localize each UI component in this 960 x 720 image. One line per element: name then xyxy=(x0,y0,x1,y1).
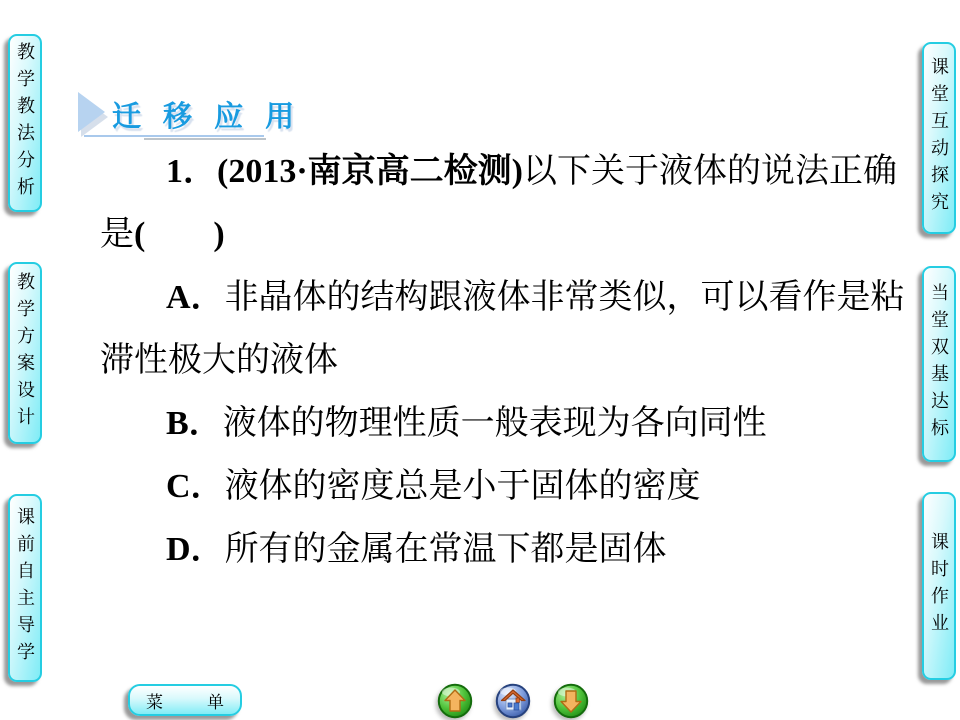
sidebar-tab-lesson-homework[interactable] xyxy=(922,492,956,680)
section-badge xyxy=(78,92,302,140)
arrow-down-icon xyxy=(553,683,589,719)
question-stem-line2 xyxy=(100,203,912,266)
sidebar-tab-label: 当堂双基达标 xyxy=(929,283,949,445)
sidebar-tab-preclass-self-study[interactable] xyxy=(8,494,42,682)
option-d-label: D． xyxy=(166,531,225,568)
section-badge-title: 迁 移 应 用 xyxy=(112,101,302,133)
sidebar-tab-teaching-method-analysis[interactable] xyxy=(8,34,42,212)
sidebar-tab-label: 教学教法分析 xyxy=(15,42,35,204)
sidebar-tab-inclass-dual-basics[interactable] xyxy=(922,266,956,462)
option-a-text: 非晶体的结构跟液体非常类似，可以看作是粘 xyxy=(224,279,905,316)
menu-button-label-right: 单 xyxy=(207,692,224,712)
option-d-text: 所有的金属在常温下都是固体 xyxy=(224,531,667,568)
home-button[interactable] xyxy=(495,683,531,719)
answer-blank-parentheses: ( ) xyxy=(134,216,225,253)
menu-button[interactable] xyxy=(128,684,242,716)
option-c-text: 液体的密度总是小于固体的密度 xyxy=(224,468,701,505)
option-a-label: A． xyxy=(166,279,225,316)
home-icon xyxy=(495,683,531,719)
option-a-line1 xyxy=(100,266,912,329)
option-b-label: B． xyxy=(166,405,223,442)
sidebar-tab-label: 教学方案设计 xyxy=(15,272,35,434)
sidebar-tab-label: 课前自主导学 xyxy=(15,507,35,669)
sidebar-tab-label: 课时作业 xyxy=(929,532,949,640)
menu-button-label-left: 菜 xyxy=(146,692,163,712)
badge-underline xyxy=(84,135,264,137)
option-c-line xyxy=(100,455,912,518)
option-a-line2 xyxy=(100,329,912,392)
sidebar-tab-label: 课堂互动探究 xyxy=(929,57,949,219)
question-stem-text: 是 xyxy=(100,216,134,253)
question-body xyxy=(100,140,912,581)
option-a-text-wrap: 滞性极大的液体 xyxy=(100,342,338,379)
option-b-text: 液体的物理性质一般表现为各向同性 xyxy=(222,405,767,442)
option-b-line xyxy=(100,392,912,455)
question-number-source: 1．(2013·南京高二检测) xyxy=(166,153,523,190)
arrow-up-icon xyxy=(437,683,473,719)
previous-slide-button[interactable] xyxy=(437,683,473,719)
sidebar-tab-classroom-interactive-inquiry[interactable] xyxy=(922,42,956,234)
option-d-line xyxy=(100,518,912,581)
question-stem-line1 xyxy=(100,140,912,203)
option-c-label: C． xyxy=(166,468,225,505)
triangle-icon xyxy=(78,92,105,132)
next-slide-button[interactable] xyxy=(553,683,589,719)
question-stem-text: 以下关于液体的说法正确 xyxy=(522,153,897,190)
sidebar-tab-teaching-plan-design[interactable] xyxy=(8,262,42,444)
